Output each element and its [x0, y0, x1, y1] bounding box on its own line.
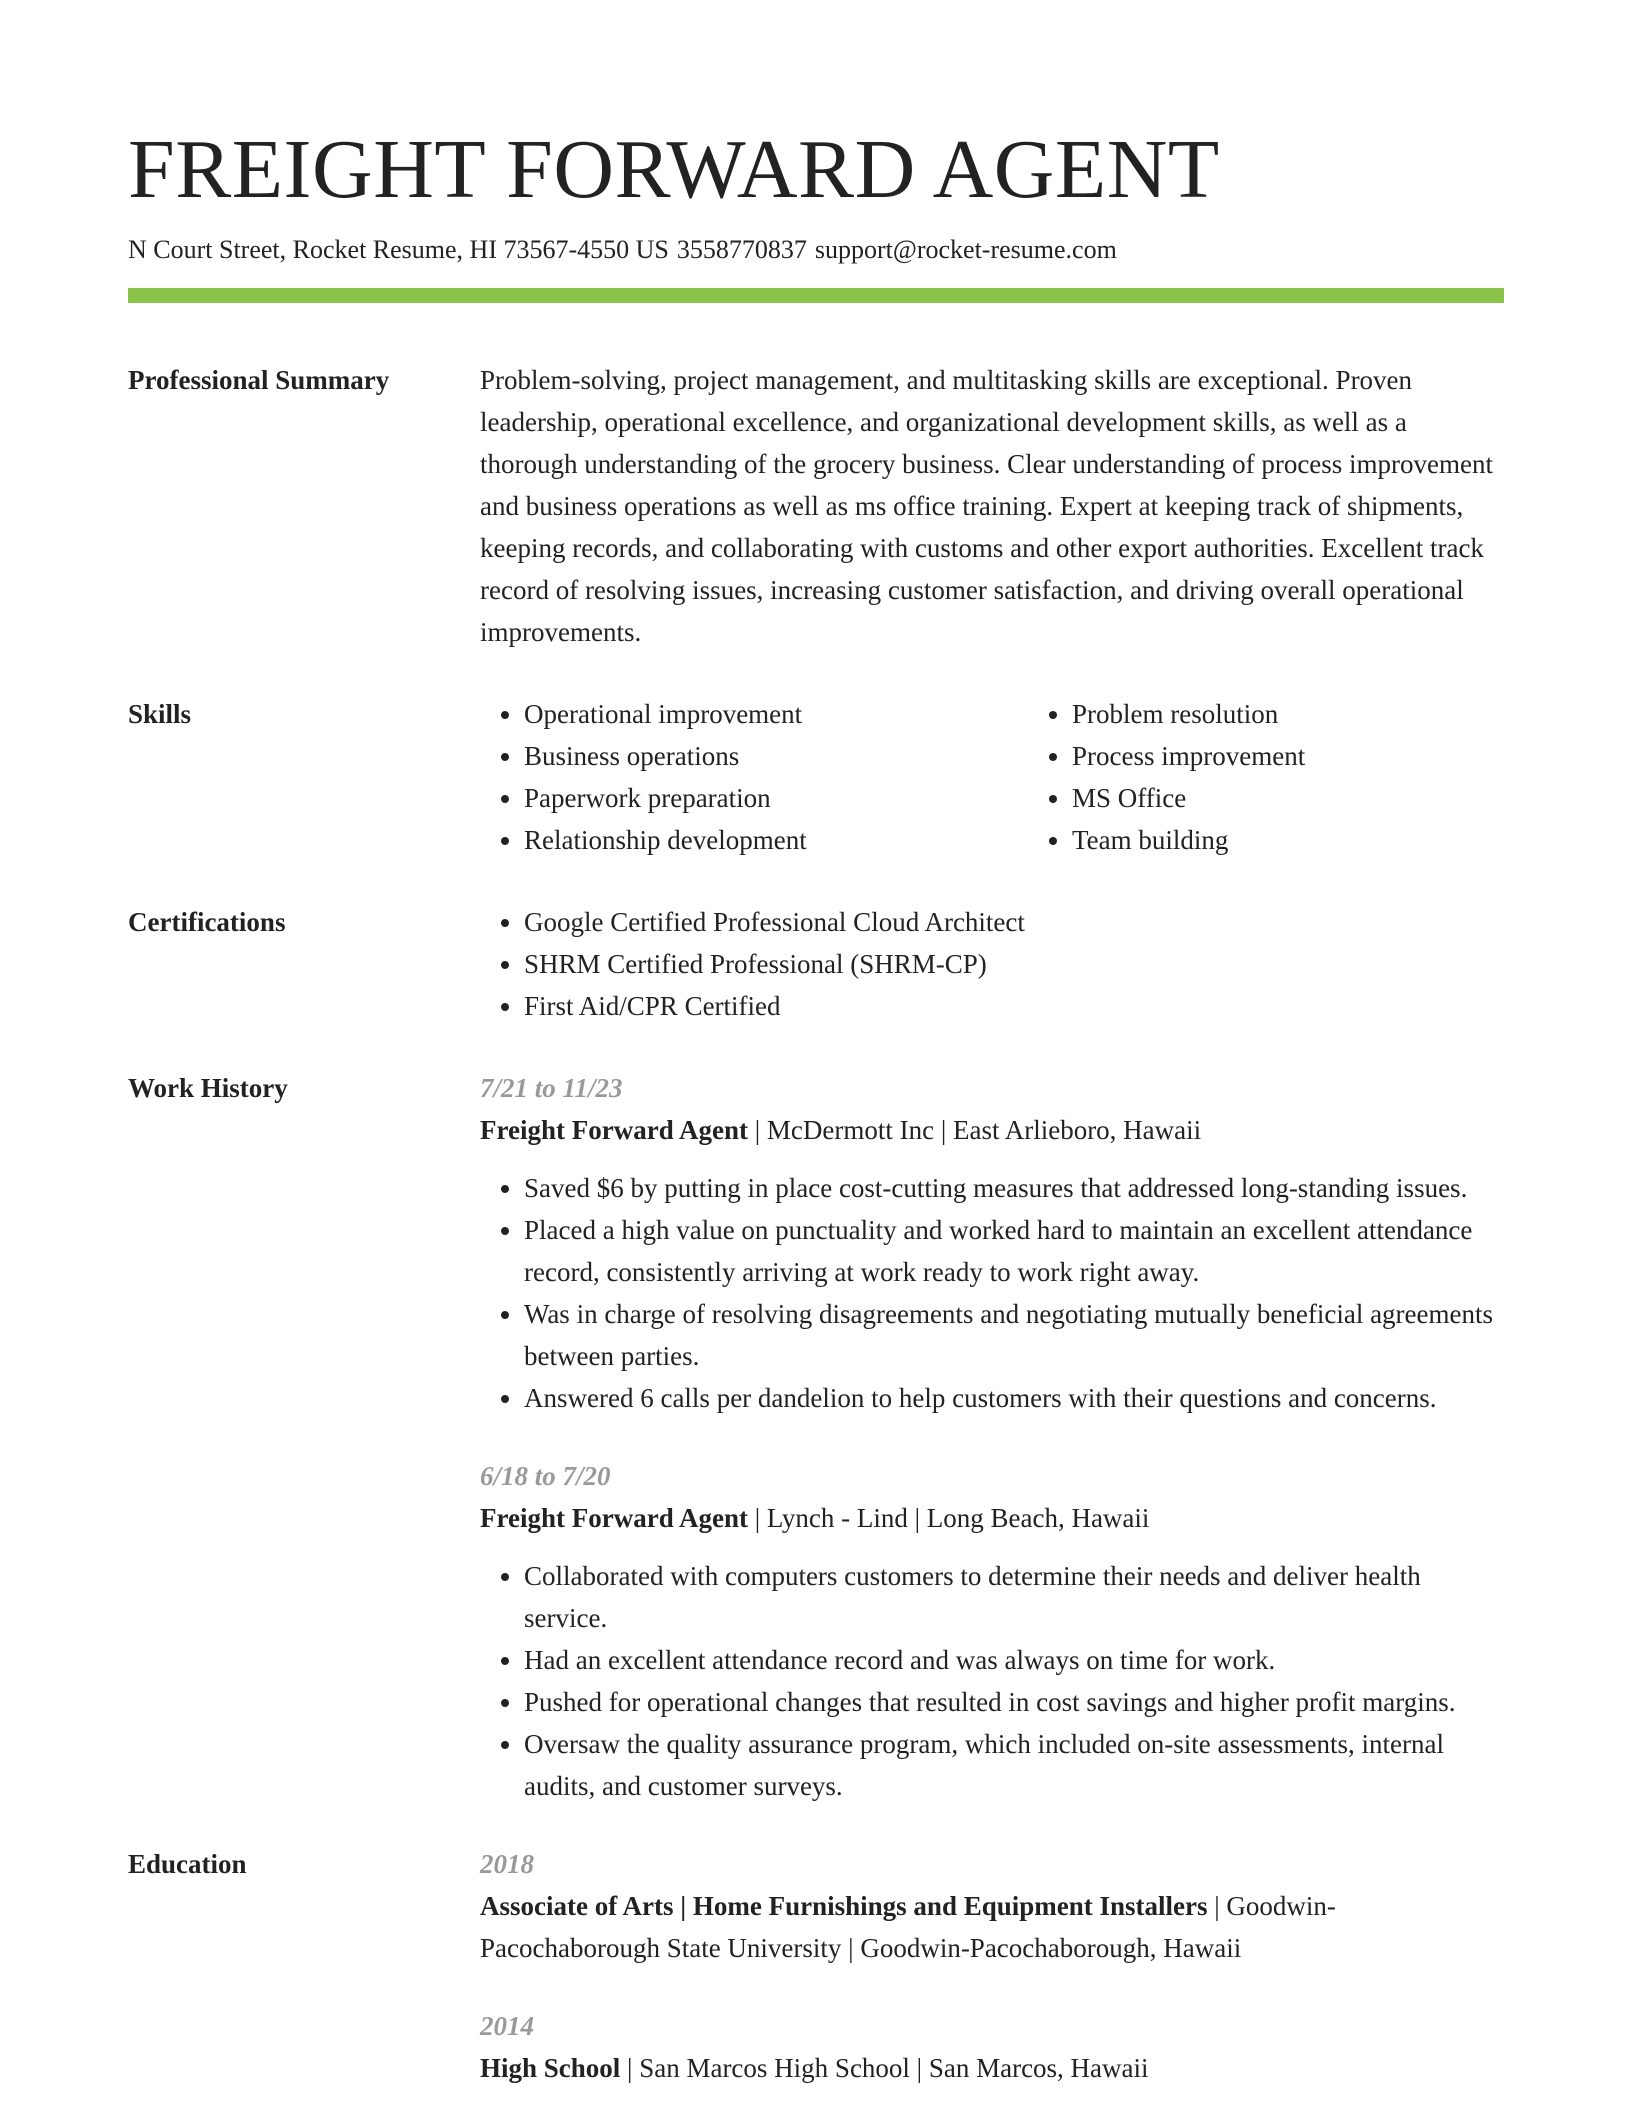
certifications-section: [128, 901, 1504, 1027]
resume-title: FREIGHT FORWARD AGENT: [128, 123, 1220, 216]
education-section: [128, 1843, 1504, 2125]
certification-item: • First Aid/CPR Certified: [524, 985, 1504, 1027]
certification-item: • Google Certified Professional Cloud Architect: [524, 901, 1504, 943]
skill-item: • Relationship development: [524, 819, 1028, 861]
skills-list-right: [1028, 693, 1576, 861]
education-year: 2014: [480, 2011, 534, 2041]
certification-item: • SHRM Certified Professional (SHRM-CP): [524, 943, 1504, 985]
job-details: | Lynch - Lind | Long Beach, Hawaii: [747, 1503, 1150, 1533]
contact-line: [128, 232, 1504, 268]
header-divider: [128, 288, 1504, 303]
education-details: | Goodwin-Pacochaborough State University | Goodwin-Pacochaborough, Hawaii: [480, 1891, 1336, 1963]
job-bullet: • Saved $6 by putting in place cost-cutting measures that addressed long-standing issues.: [524, 1167, 1504, 1209]
education-details: | San Marcos High School | San Marcos, Hawaii: [620, 2053, 1149, 2083]
education-heading: Education: [128, 1849, 247, 1879]
job-role-line: [480, 1497, 1504, 1539]
education-line: [480, 1885, 1504, 1969]
job-entry: [480, 1455, 1504, 1807]
education-line: [480, 2047, 1504, 2089]
skills-section: [128, 693, 1504, 861]
summary-text: Problem-solving, project management, and multitasking skills are exceptional. Proven leadership, operational excellence, and organizational development skills, as well as a thorough understanding of the grocery business. Clear understanding of process improvement and business operations as well as ms office training. Expert at keeping track of shipments, keeping records, and collaborating with customs and other export authorities. Excellent track record of resolving issues, increasing customer satisfaction, and driving overall operational improvements.: [480, 365, 1494, 647]
job-dates: 6/18 to 7/20: [480, 1461, 611, 1491]
job-bullets: [480, 1555, 1504, 1807]
job-bullet: • Was in charge of resolving disagreements and negotiating mutually beneficial agreements between parties.: [524, 1293, 1504, 1377]
education-year: 2018: [480, 1849, 534, 1879]
skills-list-left: [480, 693, 1028, 861]
skill-item: • Paperwork preparation: [524, 777, 1028, 819]
skill-item: • MS Office: [1072, 777, 1576, 819]
job-role-line: [480, 1109, 1504, 1151]
certifications-list: [480, 901, 1504, 1027]
skill-item: • Business operations: [524, 735, 1028, 777]
phone: 3558770837: [676, 235, 807, 264]
job-bullets: [480, 1167, 1504, 1419]
skill-item: • Team building: [1072, 819, 1576, 861]
skills-heading: Skills: [128, 699, 192, 729]
skill-item: • Problem resolution: [1072, 693, 1576, 735]
job-bullet: • Pushed for operational changes that resulted in cost savings and higher profit margins.: [524, 1681, 1504, 1723]
job-bullet: • Placed a high value on punctuality and worked hard to maintain an excellent attendance record, consistently arriving at work ready to work right away.: [524, 1209, 1504, 1293]
job-details: | McDermott Inc | East Arlieboro, Hawaii: [747, 1115, 1202, 1145]
skill-item: • Process improvement: [1072, 735, 1576, 777]
job-bullet: • Collaborated with computers customers to determine their needs and deliver health service.: [524, 1555, 1504, 1639]
education-degree: High School: [480, 2053, 621, 2083]
certifications-heading: Certifications: [128, 907, 286, 937]
job-title: Freight Forward Agent: [480, 1503, 748, 1533]
skill-item: • Operational improvement: [524, 693, 1028, 735]
job-entry: [480, 1067, 1504, 1419]
address: N Court Street, Rocket Resume, HI 73567-4550 US: [128, 235, 669, 264]
summary-section: [128, 359, 1504, 653]
summary-heading: Professional Summary: [128, 365, 390, 395]
education-entry: [480, 1843, 1504, 1969]
job-bullet: • Oversaw the quality assurance program, which included on-site assessments, internal audits, and customer surveys.: [524, 1723, 1504, 1807]
education-entry: [480, 2005, 1504, 2089]
email: support@rocket-resume.com: [814, 235, 1117, 264]
work-history-section: [128, 1067, 1504, 1843]
resume-page: [128, 120, 1504, 2125]
job-dates: 7/21 to 11/23: [480, 1073, 623, 1103]
job-title: Freight Forward Agent: [480, 1115, 748, 1145]
education-degree: Associate of Arts | Home Furnishings and Equipment Installers: [480, 1891, 1208, 1921]
work-history-heading: Work History: [128, 1073, 288, 1103]
job-bullet: • Had an excellent attendance record and was always on time for work.: [524, 1639, 1504, 1681]
job-bullet: • Answered 6 calls per dandelion to help customers with their questions and concerns.: [524, 1377, 1504, 1419]
